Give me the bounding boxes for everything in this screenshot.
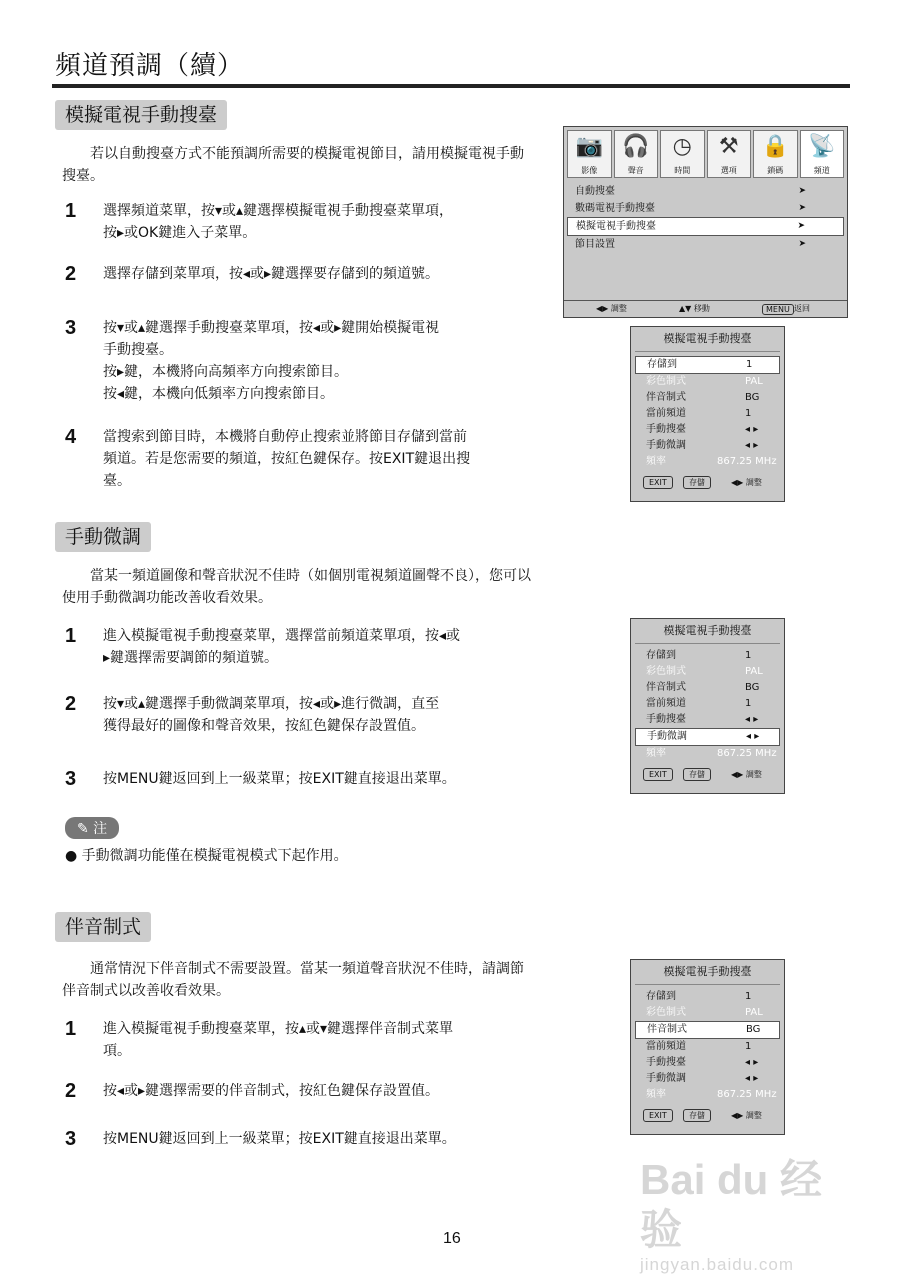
menu-item-auto-search[interactable]: 自動搜臺 ➤ xyxy=(567,183,844,200)
submenu-panel-finetune xyxy=(630,618,785,794)
hint-adjust: ◀▶ 調整 xyxy=(596,304,627,313)
tab-time[interactable]: ◷ 時間 xyxy=(660,130,705,178)
tab-picture[interactable]: 📷 影像 xyxy=(567,130,612,178)
satellite-icon: 📡 xyxy=(808,134,836,159)
row-audio-system[interactable]: 伴音制式 BG xyxy=(646,682,760,693)
save-key[interactable]: 存儲 xyxy=(683,1109,711,1122)
section2-intro: 當某一頻道圖像和聲音狀況不佳時（如個別電視頻道圖聲不良），您可以使用手動微調功能改善收看效果。 xyxy=(62,568,531,606)
menu-item-program-settings[interactable]: 節目設置 ➤ xyxy=(567,236,844,253)
lock-icon: 🔒 xyxy=(761,134,789,159)
row-frequency: 頻率 867.25 MHz xyxy=(646,1089,777,1100)
step-number: 4 xyxy=(65,426,77,448)
step-line: 選擇存儲到菜單項，按◂或▸鍵選擇要存儲到的頻道號。 xyxy=(103,266,440,282)
headphones-icon: 🎧 xyxy=(622,134,650,159)
step-line: 手動搜臺。 xyxy=(103,342,173,358)
tab-channel[interactable]: 📡 頻道 xyxy=(800,130,845,178)
row-store-to[interactable]: 存儲到 1 xyxy=(635,356,780,374)
step-line: 進入模擬電視手動搜臺菜單，選擇當前頻道菜單項，按◂或 xyxy=(103,628,461,644)
exit-key[interactable]: EXIT xyxy=(643,1109,673,1122)
menu-item-digital-manual-search[interactable]: 數碼電視手動搜臺 ➤ xyxy=(567,200,844,217)
save-key[interactable]: 存儲 xyxy=(683,768,711,781)
step-line: 按▸或OK鍵進入子菜單。 xyxy=(103,225,257,241)
step-line: 按▾或▴鍵選擇手動微調菜單項，按◂或▸進行微調，直至 xyxy=(103,696,440,712)
arrow-right-icon: ➤ xyxy=(798,239,806,249)
row-color-system: 彩色制式 PAL xyxy=(646,666,763,677)
step-number: 3 xyxy=(65,768,77,790)
step-number: 1 xyxy=(65,625,77,647)
exit-key[interactable]: EXIT xyxy=(643,768,673,781)
row-manual-search[interactable]: 手動搜臺 ◂ ▸ xyxy=(646,714,759,725)
section-heading-audio-system: 伴音制式 xyxy=(55,912,151,942)
hint-back: 返回 xyxy=(794,304,810,313)
submenu-title: 模擬電視手動搜臺 xyxy=(635,960,780,985)
tv-menu-footer xyxy=(564,300,847,317)
baidu-watermark xyxy=(640,1155,855,1274)
step-line: 獲得最好的圖像和聲音效果，按紅色鍵保存設置值。 xyxy=(103,718,425,734)
step-line: 按◂鍵，本機向低頻率方向搜索節目。 xyxy=(103,386,335,402)
watermark-brand: Bai du 经验 xyxy=(640,1156,823,1253)
save-key[interactable]: 存儲 xyxy=(683,476,711,489)
row-color-system: 彩色制式 PAL xyxy=(646,376,763,387)
tools-icon: ⚒ xyxy=(718,134,739,159)
tab-options[interactable]: ⚒ 選項 xyxy=(707,130,752,178)
step-line: 進入模擬電視手動搜臺菜單，按▴或▾鍵選擇伴音制式菜單 xyxy=(103,1021,454,1037)
row-current-channel[interactable]: 當前頻道 1 xyxy=(646,1041,752,1052)
tv-channel-menu xyxy=(563,126,848,318)
arrow-right-icon: ➤ xyxy=(798,203,806,213)
step-line: 按◂或▸鍵選擇需要的伴音制式，按紅色鍵保存設置值。 xyxy=(103,1083,440,1099)
section3-intro: 通常情況下伴音制式不需要設置。當某一頻道聲音狀況不佳時，請調節伴音制式以改善收看效果。 xyxy=(62,961,524,999)
menu-key: MENU xyxy=(762,304,794,315)
step-number: 2 xyxy=(65,693,77,715)
step-number: 1 xyxy=(65,1018,77,1040)
step-line: ▸鍵選擇需要調節的頻道號。 xyxy=(103,650,279,666)
row-audio-system[interactable]: 伴音制式 BG xyxy=(635,1021,780,1039)
row-frequency: 頻率 867.25 MHz xyxy=(646,456,777,467)
row-fine-tune[interactable]: 手動微調 ◂ ▸ xyxy=(646,440,759,451)
hint-adjust: ◀▶ 調整 xyxy=(731,478,762,487)
step-number: 3 xyxy=(65,1128,77,1150)
step-number: 1 xyxy=(65,200,77,222)
section1-intro: 若以自動搜臺方式不能預調所需要的模擬電視節目，請用模擬電視手動搜臺。 xyxy=(62,146,524,184)
hint-move: ▲▼ 移動 xyxy=(679,304,710,313)
step-line: 項。 xyxy=(103,1043,131,1059)
arrow-right-icon: ➤ xyxy=(797,221,805,231)
row-store-to[interactable]: 存儲到 1 xyxy=(646,650,752,661)
watermark-url: jingyan.baidu.com xyxy=(640,1255,795,1274)
step-number: 2 xyxy=(65,263,77,285)
clock-icon: ◷ xyxy=(672,134,692,159)
arrow-right-icon: ➤ xyxy=(798,186,806,196)
menu-item-analog-manual-search[interactable]: 模擬電視手動搜臺 ➤ xyxy=(567,217,844,236)
step-number: 3 xyxy=(65,317,77,339)
title-divider xyxy=(52,84,850,88)
camera-icon: 📷 xyxy=(575,134,603,159)
row-frequency: 頻率 867.25 MHz xyxy=(646,748,777,759)
step-line: 當搜索到節目時，本機將自動停止搜索並將節目存儲到當前 xyxy=(103,429,467,445)
step-line: 按▸鍵，本機將向高頻率方向搜索節目。 xyxy=(103,364,349,380)
row-audio-system[interactable]: 伴音制式 BG xyxy=(646,392,760,403)
step-line: 臺。 xyxy=(103,473,131,489)
tab-lock[interactable]: 🔒 鎖碼 xyxy=(753,130,798,178)
page-number: 16 xyxy=(443,1230,461,1247)
step-line: 按MENU鍵返回到上一級菜單；按EXIT鍵直接退出菜單。 xyxy=(103,771,456,787)
submenu-title: 模擬電視手動搜臺 xyxy=(635,327,780,352)
row-store-to[interactable]: 存儲到 1 xyxy=(646,991,752,1002)
row-current-channel[interactable]: 當前頻道 1 xyxy=(646,408,752,419)
submenu-panel-store xyxy=(630,326,785,502)
page-title: 頻道預調（續） xyxy=(55,51,245,81)
submenu-title: 模擬電視手動搜臺 xyxy=(635,619,780,644)
note-badge: ✎ 注 xyxy=(65,817,119,839)
row-color-system: 彩色制式 PAL xyxy=(646,1007,763,1018)
row-manual-search[interactable]: 手動搜臺 ◂ ▸ xyxy=(646,1057,759,1068)
tab-sound[interactable]: 🎧 聲音 xyxy=(614,130,659,178)
step-number: 2 xyxy=(65,1080,77,1102)
row-current-channel[interactable]: 當前頻道 1 xyxy=(646,698,752,709)
row-fine-tune[interactable]: 手動微調 ◂ ▸ xyxy=(646,1073,759,1084)
note-text: ● 手動微調功能僅在模擬電視模式下起作用。 xyxy=(65,848,348,864)
row-manual-search[interactable]: 手動搜臺 ◂ ▸ xyxy=(646,424,759,435)
exit-key[interactable]: EXIT xyxy=(643,476,673,489)
step-line: 選擇頻道菜單，按▾或▴鍵選擇模擬電視手動搜臺菜單項， xyxy=(103,203,454,219)
hint-adjust: ◀▶ 調整 xyxy=(731,1111,762,1120)
row-fine-tune[interactable]: 手動微調 ◂ ▸ xyxy=(635,728,780,746)
submenu-panel-audio xyxy=(630,959,785,1135)
hint-adjust: ◀▶ 調整 xyxy=(731,770,762,779)
step-line: 按▾或▴鍵選擇手動搜臺菜單項，按◂或▸鍵開始模擬電視 xyxy=(103,320,440,336)
step-line: 頻道。若是您需要的頻道，按紅色鍵保存。按EXIT鍵退出搜 xyxy=(103,451,471,467)
step-line: 按MENU鍵返回到上一級菜單；按EXIT鍵直接退出菜單。 xyxy=(103,1131,456,1147)
section-heading-manual-search: 模擬電視手動搜臺 xyxy=(55,100,227,130)
section-heading-fine-tune: 手動微調 xyxy=(55,522,151,552)
